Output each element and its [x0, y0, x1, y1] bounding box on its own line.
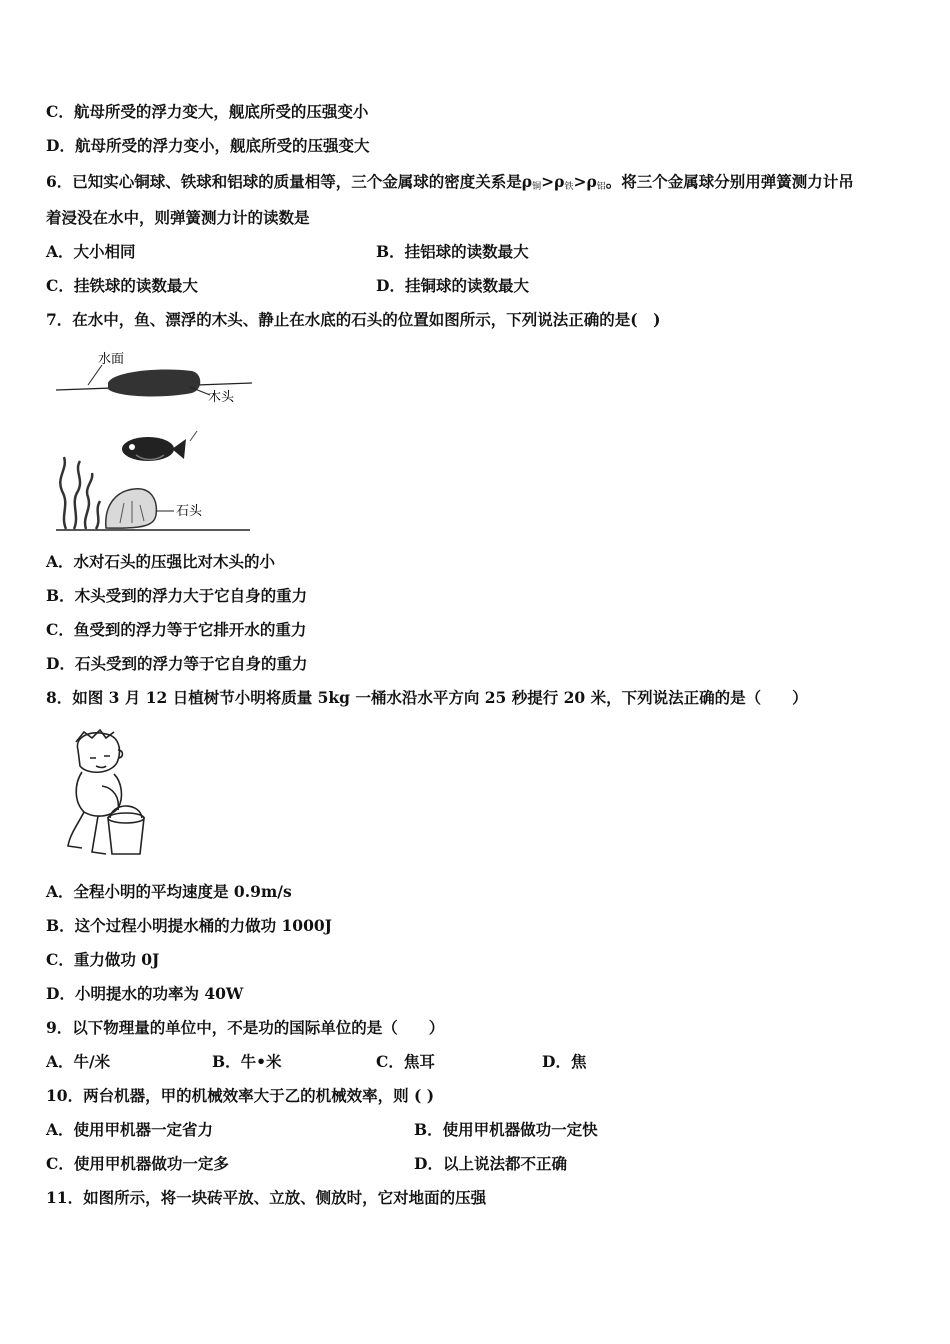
stone: [106, 489, 157, 528]
q6-stem-part2: 。将三个金属球分别用弹簧测力计吊: [605, 172, 854, 191]
water-surface-label: 水面: [98, 352, 125, 367]
q10-option-a: A．使用甲机器一定省力: [46, 1120, 214, 1139]
q9-option-c: C．焦耳: [376, 1052, 435, 1071]
bubble-mark: [190, 431, 197, 441]
q6-option-d: D．挂铜球的读数最大: [376, 276, 529, 295]
wood-log: [108, 370, 200, 397]
q6-stem-line2: 着浸没在水中，则弹簧测力计的读数是: [46, 208, 310, 227]
q8-option-d: D．小明提水的功率为 40W: [46, 984, 244, 1003]
sub-aluminum: 铝: [596, 182, 606, 192]
q5-option-c: C．航母所受的浮力变大，舰底所受的压强变小: [46, 102, 369, 121]
rho-copper: ρ: [521, 172, 533, 191]
q6-option-c: C．挂铁球的读数最大: [46, 276, 198, 295]
q6-option-a: A．大小相同: [46, 242, 136, 261]
wood-label: 木头: [208, 390, 235, 405]
sub-copper: 铜: [532, 182, 542, 192]
water-label-leader: [88, 365, 102, 385]
rho-iron: ρ: [554, 172, 565, 191]
q10-option-c: C．使用甲机器做功一定多: [46, 1154, 229, 1173]
bucket: [108, 806, 144, 854]
fish: [122, 437, 186, 461]
q10-option-d: D．以上说法都不正确: [414, 1154, 567, 1173]
q8-option-c: C．重力做功 0J: [46, 950, 160, 969]
sub-iron: 铁: [564, 182, 574, 192]
q6-stem-line1: [46, 172, 854, 197]
q6-stem-part1: 6．已知实心铜球、铁球和铝球的质量相等，三个金属球的密度关系是: [46, 172, 522, 191]
q7-option-b: B．木头受到的浮力大于它自身的重力: [46, 586, 308, 605]
q8-option-a: A．全程小明的平均速度是 0.9m/s: [46, 882, 292, 901]
rho-aluminum: ρ: [586, 172, 597, 191]
stone-label: 石头: [176, 504, 203, 519]
q7-option-c: C．鱼受到的浮力等于它排开水的重力: [46, 620, 307, 639]
q10-option-b: B．使用甲机器做功一定快: [414, 1120, 598, 1139]
q9-option-d: D．焦: [542, 1052, 587, 1071]
q9-option-b: B．牛•米: [212, 1052, 282, 1071]
q7-figure: [52, 345, 262, 535]
q8-figure: [62, 728, 154, 860]
q8-stem: 8．如图 3 月 12 日植树节小明将质量 5kg 一桶水沿水平方向 25 秒提行 20 米，下列说法正确的是（ ）: [46, 688, 808, 707]
q7-option-d: D．石头受到的浮力等于它自身的重力: [46, 654, 308, 673]
q10-stem: 10．两台机器，甲的机械效率大于乙的机械效率，则 ( ): [46, 1086, 435, 1105]
q8-option-b: B．这个过程小明提水桶的力做功 1000J: [46, 916, 332, 935]
greater-than-2: >: [573, 172, 587, 191]
q9-option-a: A．牛/米: [46, 1052, 111, 1071]
q6-option-b: B．挂铝球的读数最大: [376, 242, 529, 261]
q7-option-a: A．水对石头的压强比对木头的小: [46, 552, 276, 571]
greater-than-1: >: [541, 172, 555, 191]
seaweed: [60, 457, 100, 529]
q5-option-d: D．航母所受的浮力变小，舰底所受的压强变大: [46, 136, 370, 155]
q7-stem: 7．在水中，鱼、漂浮的木头、静止在水底的石头的位置如图所示，下列说法正确的是( ): [46, 310, 661, 329]
q9-stem: 9．以下物理量的单位中，不是功的国际单位的是（ ）: [46, 1018, 445, 1037]
q11-stem: 11．如图所示，将一块砖平放、立放、侧放时，它对地面的压强: [46, 1188, 487, 1207]
